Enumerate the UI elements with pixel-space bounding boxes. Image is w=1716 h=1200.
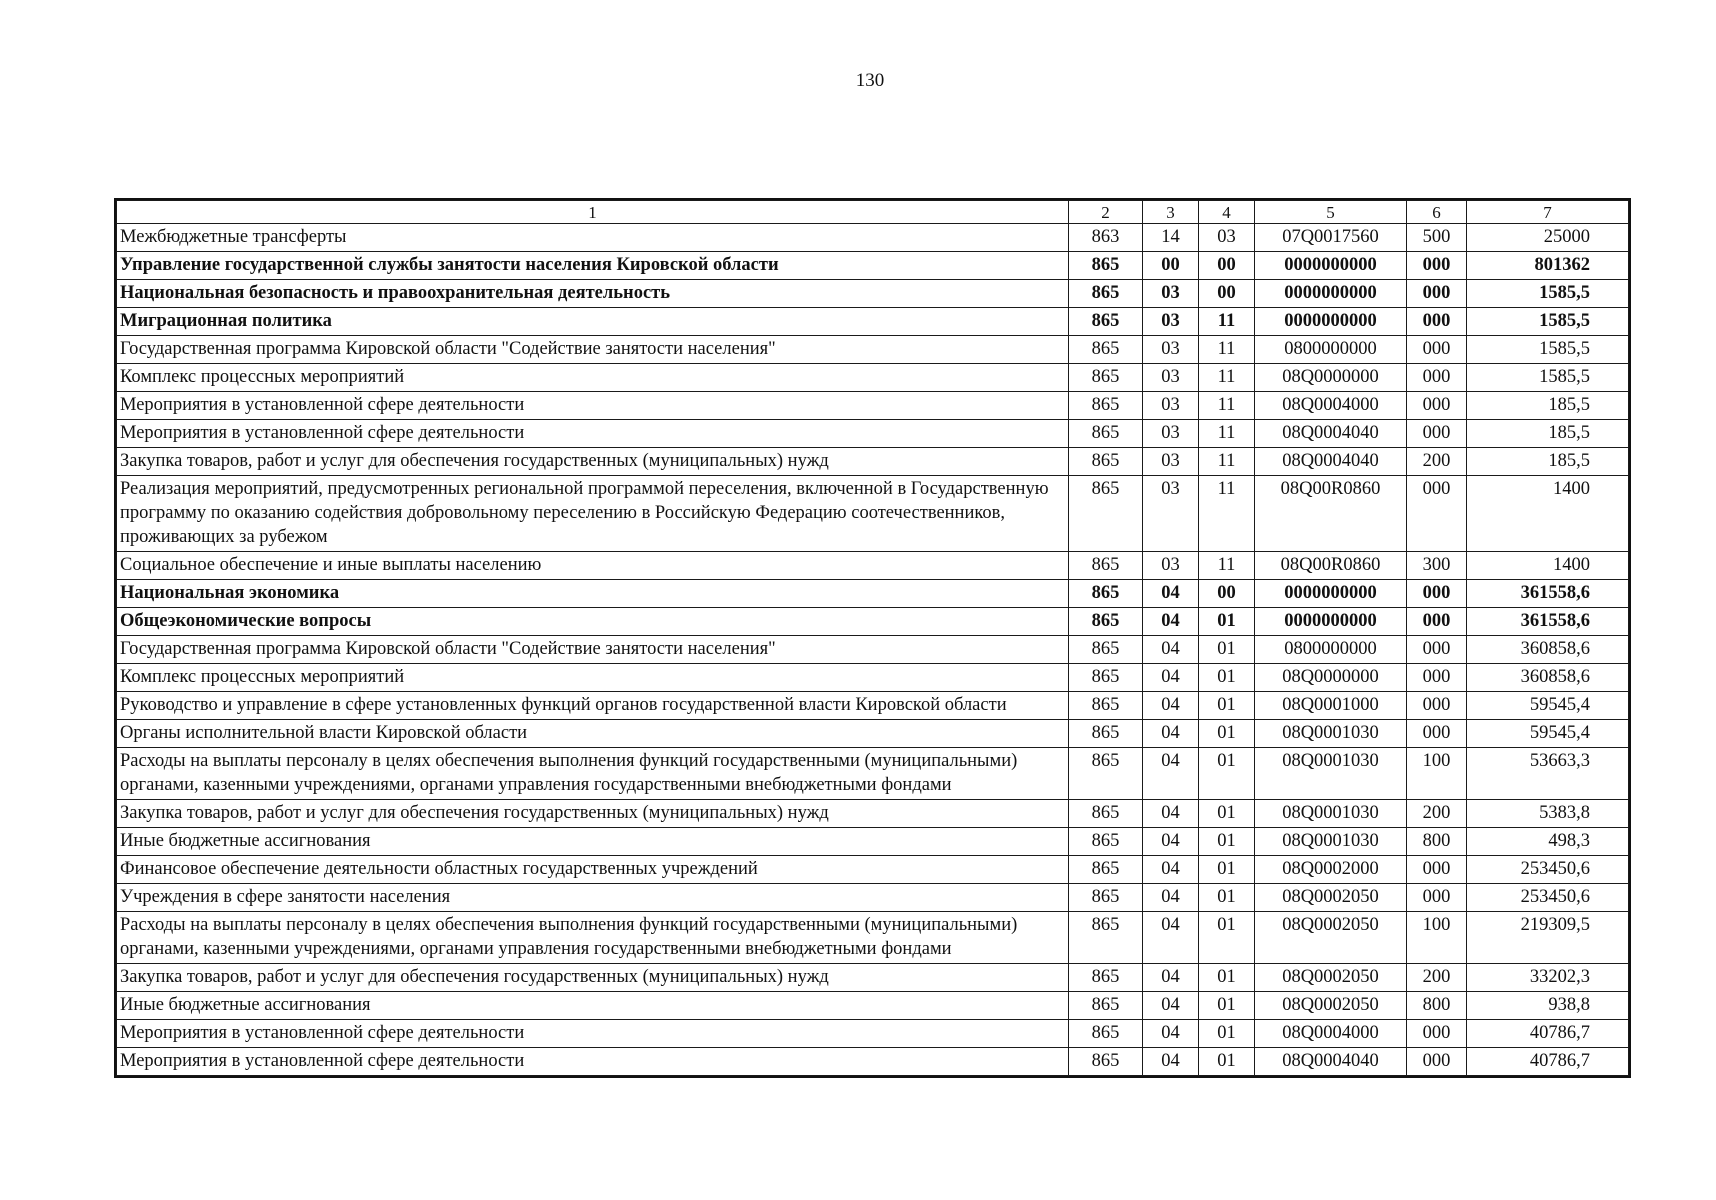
cell-col2: 865 [1069,580,1143,608]
cell-col6: 100 [1407,912,1467,964]
cell-col2: 865 [1069,420,1143,448]
cell-col4: 01 [1199,608,1255,636]
cell-col4: 11 [1199,308,1255,336]
cell-col7-amount: 185,5 [1467,392,1629,420]
cell-col4: 01 [1199,828,1255,856]
cell-col4: 00 [1199,280,1255,308]
row-name-cell: Мероприятия в установленной сфере деятельности [117,420,1069,448]
cell-col3: 04 [1143,828,1199,856]
cell-col3: 14 [1143,224,1199,252]
row-name-cell: Реализация мероприятий, предусмотренных региональной программой переселения, включенной в Государственную программу по оказанию содействия добровольному переселению в Российскую Федерацию соотечественников, проживающих за рубежом [117,476,1069,552]
cell-col2: 865 [1069,748,1143,800]
column-header: 4 [1199,201,1255,224]
column-header: 7 [1467,201,1629,224]
cell-col2: 865 [1069,692,1143,720]
cell-col3: 04 [1143,856,1199,884]
cell-col2: 865 [1069,364,1143,392]
cell-col2: 865 [1069,448,1143,476]
cell-col5: 0000000000 [1255,280,1407,308]
cell-col7-amount: 40786,7 [1467,1020,1629,1048]
cell-col6: 000 [1407,608,1467,636]
row-name-cell: Социальное обеспечение и иные выплаты населению [117,552,1069,580]
table-row [117,800,1629,828]
cell-col4: 01 [1199,636,1255,664]
cell-col7-amount: 59545,4 [1467,720,1629,748]
cell-col6: 000 [1407,720,1467,748]
cell-col6: 000 [1407,1020,1467,1048]
table-row [117,552,1629,580]
cell-col6: 000 [1407,252,1467,280]
cell-col7-amount: 361558,6 [1467,580,1629,608]
cell-col2: 865 [1069,308,1143,336]
cell-col2: 865 [1069,336,1143,364]
cell-col3: 04 [1143,692,1199,720]
cell-col2: 865 [1069,800,1143,828]
cell-col2: 865 [1069,280,1143,308]
cell-col7-amount: 40786,7 [1467,1048,1629,1076]
table-row [117,964,1629,992]
column-header: 3 [1143,201,1199,224]
cell-col6: 000 [1407,636,1467,664]
cell-col3: 04 [1143,1020,1199,1048]
row-name-cell: Национальная экономика [117,580,1069,608]
cell-col2: 865 [1069,636,1143,664]
cell-col4: 11 [1199,476,1255,552]
cell-col2: 865 [1069,608,1143,636]
cell-col4: 11 [1199,364,1255,392]
cell-col6: 000 [1407,856,1467,884]
cell-col5: 08Q0000000 [1255,664,1407,692]
cell-col3: 00 [1143,252,1199,280]
row-name-cell: Учреждения в сфере занятости населения [117,884,1069,912]
cell-col6: 000 [1407,1048,1467,1076]
table-row [117,1048,1629,1076]
row-name-cell: Государственная программа Кировской области "Содействие занятости населения" [117,636,1069,664]
cell-col3: 04 [1143,912,1199,964]
cell-col6: 000 [1407,280,1467,308]
cell-col3: 04 [1143,1048,1199,1076]
cell-col7-amount: 1585,5 [1467,364,1629,392]
cell-col6: 000 [1407,420,1467,448]
cell-col4: 01 [1199,884,1255,912]
cell-col4: 01 [1199,692,1255,720]
cell-col2: 865 [1069,252,1143,280]
row-name-cell: Расходы на выплаты персоналу в целях обеспечения выполнения функций государственными (муниципальными) органами, казенными учреждениями, органами управления государственными внебюджетными фондами [117,748,1069,800]
cell-col4: 01 [1199,856,1255,884]
cell-col5: 0000000000 [1255,608,1407,636]
cell-col2: 865 [1069,552,1143,580]
cell-col7-amount: 1585,5 [1467,308,1629,336]
cell-col4: 01 [1199,912,1255,964]
table-row [117,580,1629,608]
cell-col7-amount: 33202,3 [1467,964,1629,992]
cell-col7-amount: 1400 [1467,476,1629,552]
cell-col5: 0800000000 [1255,336,1407,364]
cell-col6: 000 [1407,308,1467,336]
cell-col4: 11 [1199,392,1255,420]
cell-col7-amount: 1585,5 [1467,336,1629,364]
cell-col7-amount: 1400 [1467,552,1629,580]
cell-col4: 11 [1199,552,1255,580]
cell-col6: 100 [1407,748,1467,800]
cell-col4: 00 [1199,580,1255,608]
cell-col5: 08Q0000000 [1255,364,1407,392]
cell-col3: 04 [1143,992,1199,1020]
row-name-cell: Закупка товаров, работ и услуг для обеспечения государственных (муниципальных) нужд [117,448,1069,476]
cell-col5: 08Q0001030 [1255,720,1407,748]
page-number: 130 [855,70,885,91]
cell-col7-amount: 360858,6 [1467,664,1629,692]
budget-table [116,200,1629,1076]
column-header: 1 [117,201,1069,224]
cell-col5: 08Q0004000 [1255,1020,1407,1048]
cell-col7-amount: 185,5 [1467,448,1629,476]
cell-col6: 000 [1407,392,1467,420]
cell-col3: 03 [1143,336,1199,364]
row-name-cell: Иные бюджетные ассигнования [117,828,1069,856]
cell-col5: 08Q0001000 [1255,692,1407,720]
row-name-cell: Иные бюджетные ассигнования [117,992,1069,1020]
cell-col5: 08Q0004040 [1255,420,1407,448]
table-row [117,912,1629,964]
row-name-cell: Мероприятия в установленной сфере деятельности [117,392,1069,420]
table-row [117,720,1629,748]
table-row [117,420,1629,448]
cell-col5: 08Q0002050 [1255,992,1407,1020]
cell-col3: 03 [1143,420,1199,448]
row-name-cell: Миграционная политика [117,308,1069,336]
table-row [117,856,1629,884]
table-row [117,748,1629,800]
cell-col4: 01 [1199,800,1255,828]
table-row [117,336,1629,364]
cell-col3: 04 [1143,580,1199,608]
cell-col3: 03 [1143,308,1199,336]
row-name-cell: Руководство и управление в сфере установленных функций органов государственной власти Кировской области [117,692,1069,720]
cell-col4: 03 [1199,224,1255,252]
cell-col2: 865 [1069,884,1143,912]
table-row [117,392,1629,420]
cell-col6: 200 [1407,964,1467,992]
cell-col6: 000 [1407,364,1467,392]
cell-col4: 01 [1199,1020,1255,1048]
cell-col5: 08Q0001030 [1255,748,1407,800]
cell-col2: 865 [1069,1048,1143,1076]
cell-col5: 08Q0002050 [1255,912,1407,964]
cell-col5: 08Q0004000 [1255,392,1407,420]
cell-col5: 0000000000 [1255,308,1407,336]
row-name-cell: Управление государственной службы занятости населения Кировской области [117,252,1069,280]
row-name-cell: Закупка товаров, работ и услуг для обеспечения государственных (муниципальных) нужд [117,964,1069,992]
table-row [117,252,1629,280]
table-row [117,664,1629,692]
cell-col2: 865 [1069,992,1143,1020]
cell-col4: 01 [1199,720,1255,748]
cell-col5: 08Q00R0860 [1255,552,1407,580]
table-row [117,224,1629,252]
row-name-cell: Государственная программа Кировской области "Содействие занятости населения" [117,336,1069,364]
row-name-cell: Межбюджетные трансферты [117,224,1069,252]
cell-col2: 863 [1069,224,1143,252]
cell-col7-amount: 185,5 [1467,420,1629,448]
cell-col2: 865 [1069,476,1143,552]
cell-col6: 300 [1407,552,1467,580]
cell-col4: 00 [1199,252,1255,280]
cell-col3: 03 [1143,552,1199,580]
cell-col3: 04 [1143,748,1199,800]
cell-col2: 865 [1069,392,1143,420]
row-name-cell: Мероприятия в установленной сфере деятельности [117,1020,1069,1048]
cell-col6: 000 [1407,692,1467,720]
table-row [117,884,1629,912]
cell-col4: 11 [1199,420,1255,448]
cell-col6: 200 [1407,448,1467,476]
table-row [117,308,1629,336]
cell-col5: 0800000000 [1255,636,1407,664]
cell-col7-amount: 25000 [1467,224,1629,252]
table-row [117,448,1629,476]
cell-col4: 01 [1199,664,1255,692]
cell-col4: 01 [1199,992,1255,1020]
cell-col6: 800 [1407,992,1467,1020]
table-row [117,364,1629,392]
cell-col5: 08Q0002000 [1255,856,1407,884]
cell-col3: 03 [1143,476,1199,552]
row-name-cell: Органы исполнительной власти Кировской области [117,720,1069,748]
column-header: 5 [1255,201,1407,224]
cell-col7-amount: 938,8 [1467,992,1629,1020]
cell-col3: 03 [1143,280,1199,308]
cell-col5: 08Q00R0860 [1255,476,1407,552]
cell-col2: 865 [1069,720,1143,748]
cell-col4: 01 [1199,964,1255,992]
table-header-row [117,201,1629,224]
cell-col3: 03 [1143,448,1199,476]
cell-col5: 08Q0004040 [1255,1048,1407,1076]
row-name-cell: Комплекс процессных мероприятий [117,664,1069,692]
cell-col3: 04 [1143,964,1199,992]
cell-col5: 08Q0001030 [1255,828,1407,856]
cell-col7-amount: 1585,5 [1467,280,1629,308]
cell-col6: 000 [1407,664,1467,692]
cell-col2: 865 [1069,964,1143,992]
cell-col2: 865 [1069,912,1143,964]
cell-col2: 865 [1069,828,1143,856]
cell-col3: 04 [1143,608,1199,636]
row-name-cell: Общеэкономические вопросы [117,608,1069,636]
table-row [117,608,1629,636]
table-row [117,1020,1629,1048]
cell-col2: 865 [1069,664,1143,692]
cell-col4: 11 [1199,448,1255,476]
cell-col7-amount: 219309,5 [1467,912,1629,964]
cell-col4: 01 [1199,748,1255,800]
row-name-cell: Закупка товаров, работ и услуг для обеспечения государственных (муниципальных) нужд [117,800,1069,828]
cell-col7-amount: 498,3 [1467,828,1629,856]
table-row [117,636,1629,664]
cell-col6: 000 [1407,580,1467,608]
cell-col6: 800 [1407,828,1467,856]
cell-col6: 500 [1407,224,1467,252]
cell-col6: 000 [1407,476,1467,552]
cell-col2: 865 [1069,1020,1143,1048]
cell-col5: 0000000000 [1255,580,1407,608]
cell-col5: 08Q0001030 [1255,800,1407,828]
row-name-cell: Финансовое обеспечение деятельности областных государственных учреждений [117,856,1069,884]
cell-col7-amount: 253450,6 [1467,856,1629,884]
cell-col3: 03 [1143,392,1199,420]
cell-col4: 01 [1199,1048,1255,1076]
cell-col3: 04 [1143,664,1199,692]
cell-col5: 08Q0002050 [1255,884,1407,912]
table-row [117,280,1629,308]
table-row [117,692,1629,720]
row-name-cell: Расходы на выплаты персоналу в целях обеспечения выполнения функций государственными (муниципальными) органами, казенными учреждениями, органами управления государственными внебюджетными фондами [117,912,1069,964]
cell-col4: 11 [1199,336,1255,364]
table-row [117,476,1629,552]
row-name-cell: Национальная безопасность и правоохранительная деятельность [117,280,1069,308]
cell-col5: 0000000000 [1255,252,1407,280]
cell-col7-amount: 360858,6 [1467,636,1629,664]
cell-col7-amount: 5383,8 [1467,800,1629,828]
cell-col5: 08Q0004040 [1255,448,1407,476]
table-row [117,992,1629,1020]
cell-col5: 07Q0017560 [1255,224,1407,252]
cell-col7-amount: 59545,4 [1467,692,1629,720]
cell-col7-amount: 361558,6 [1467,608,1629,636]
cell-col3: 04 [1143,800,1199,828]
column-header: 2 [1069,201,1143,224]
cell-col7-amount: 801362 [1467,252,1629,280]
cell-col3: 04 [1143,636,1199,664]
table-row [117,828,1629,856]
cell-col5: 08Q0002050 [1255,964,1407,992]
cell-col6: 000 [1407,884,1467,912]
cell-col7-amount: 253450,6 [1467,884,1629,912]
cell-col7-amount: 53663,3 [1467,748,1629,800]
cell-col3: 04 [1143,884,1199,912]
cell-col3: 04 [1143,720,1199,748]
row-name-cell: Комплекс процессных мероприятий [117,364,1069,392]
cell-col6: 000 [1407,336,1467,364]
cell-col3: 03 [1143,364,1199,392]
cell-col6: 200 [1407,800,1467,828]
cell-col2: 865 [1069,856,1143,884]
row-name-cell: Мероприятия в установленной сфере деятельности [117,1048,1069,1076]
column-header: 6 [1407,201,1467,224]
